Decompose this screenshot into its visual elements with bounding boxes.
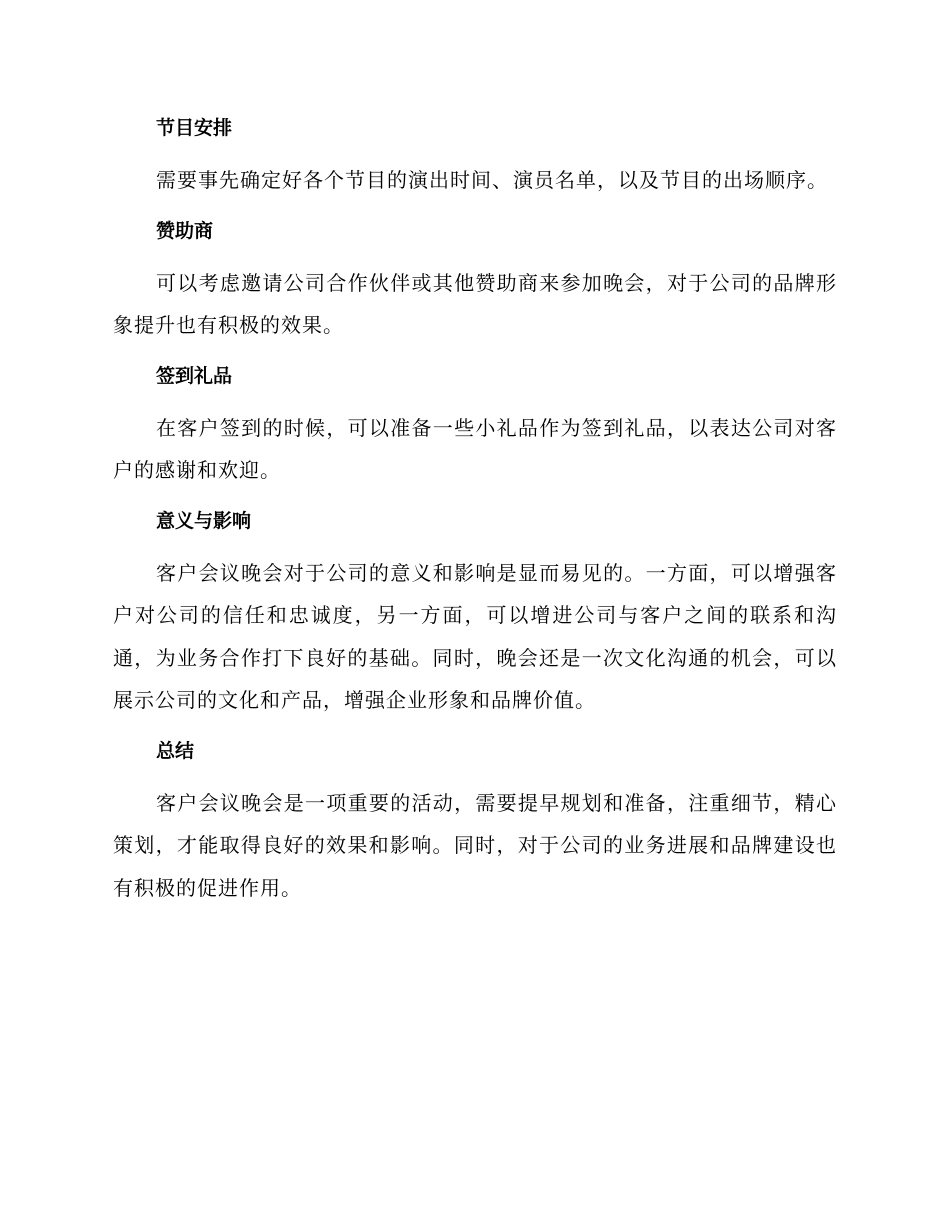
section-paragraph-sponsor: 可以考虑邀请公司合作伙伴或其他赞助商来参加晚会，对于公司的品牌形象提升也有积极的效果。	[113, 270, 837, 337]
section-heading-sponsor: 赞助商	[156, 219, 214, 242]
section-heading-program: 节目安排	[156, 117, 233, 139]
section-heading-significance: 意义与影响	[156, 509, 252, 532]
section-paragraph-program: 需要事先确定好各个节目的演出时间、演员名单，以及节目的出场顺序。	[156, 168, 828, 192]
document-body	[113, 108, 837, 918]
section-paragraph-summary: 客户会议晚会是一项重要的活动，需要提早规划和准备，注重细节，精心策划，才能取得良好的效果和影响。同时，对于公司的业务进展和品牌建设也有积极的促进作用。	[113, 790, 837, 900]
section-paragraph-significance: 客户会议晚会对于公司的意义和影响是显而易见的。一方面，可以增强客户对公司的信任和忠诚度，另一方面，可以增进公司与客户之间的联系和沟通，为业务合作打下良好的基础。同时，晚会还是一次文化沟通的机会，可以展示公司的文化和产品，增强企业形象和品牌价值。	[113, 560, 837, 712]
section-heading-gifts: 签到礼品	[156, 364, 233, 387]
section-paragraph-gifts: 在客户签到的时候，可以准备一些小礼品作为签到礼品，以表达公司对客户的感谢和欢迎。	[113, 415, 837, 482]
section-heading-summary: 总结	[156, 739, 195, 762]
